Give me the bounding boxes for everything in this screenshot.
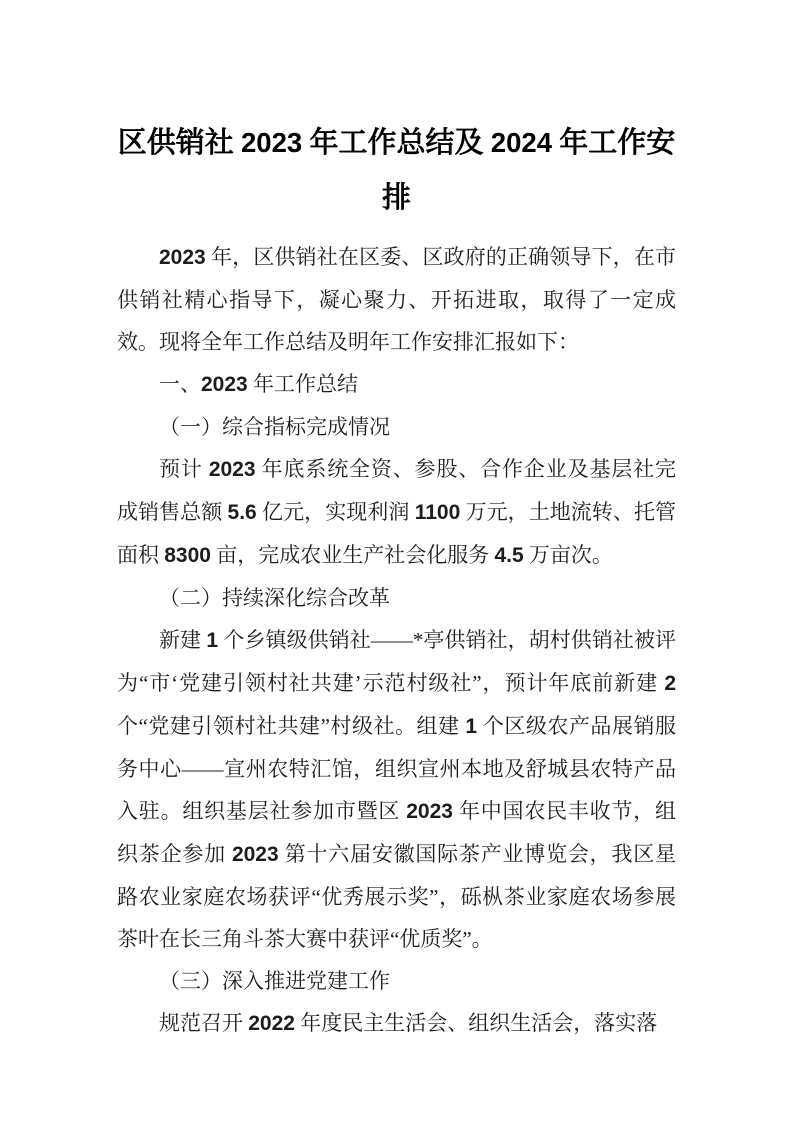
numeral: 1 [206,629,219,652]
numeral: 2023 [201,373,248,396]
document-title: 区供销社 2023 年工作总结及 2024 年工作安排 [117,127,676,214]
paragraph: 规范召开 2022 年度民主生活会、组织生活会，落实落 [159,1011,658,1035]
numeral: 1 [465,715,478,738]
numeral: 1100 [414,501,461,524]
heading-level2: （三）深入推进党建工作 [159,969,390,993]
numeral: 2024 [490,127,553,158]
numeral: 8300 [164,544,211,567]
numeral: 2023 [208,458,256,481]
numeral: 4.5 [494,544,524,567]
paragraph: 预计 2023 年底系统全资、参股、合作企业及基层社完成销售总额 5.6 亿元，实现利润 1100 万元，土地流转、托管面积 8300 亩，完成农业生产社会化服务 4.5 万亩次。 [117,457,677,567]
heading-level2: （二）持续深化综合改革 [159,586,390,610]
numeral: 2 [664,672,676,695]
numeral: 2023 [406,800,453,823]
paragraph: 新建 1 个乡镇级供销社——*亭供销社，胡村供销社被评为“市‘党建引领村社共建’示范村级社”，预计年底前新建 2 个“党建引领村社共建”村级社。组建 1 个区级农产品展销服务中心——宣州农特汇馆，组织宣州本地及舒城县农特产品入驻。组织基层社参加市暨区 2023 年中国农民丰收节，组织茶企参加 2023 第十六届安徽国际茶产业博览会，我区星路农业家庭农场获评“优秀展示奖”，砾枞茶业家庭农场参展茶叶在长三角斗茶大赛中获评“优质奖”。 [117,628,677,951]
paragraph: 2023 年，区供销社在区委、区政府的正确领导下，在市供销社精心指导下，凝心聚力、开拓进取，取得了一定成效。现将全年工作总结及明年工作安排汇报如下： [117,245,676,354]
numeral: 2023 [240,127,303,158]
heading-level2: （一）综合指标完成情况 [159,415,390,439]
numeral: 5.6 [227,501,257,524]
numeral: 2023 [231,843,279,866]
document-body [117,236,676,1045]
numeral: 2022 [248,1012,295,1035]
heading-level1: 一、2023 年工作总结 [159,372,358,396]
numeral: 2023 [159,246,206,269]
